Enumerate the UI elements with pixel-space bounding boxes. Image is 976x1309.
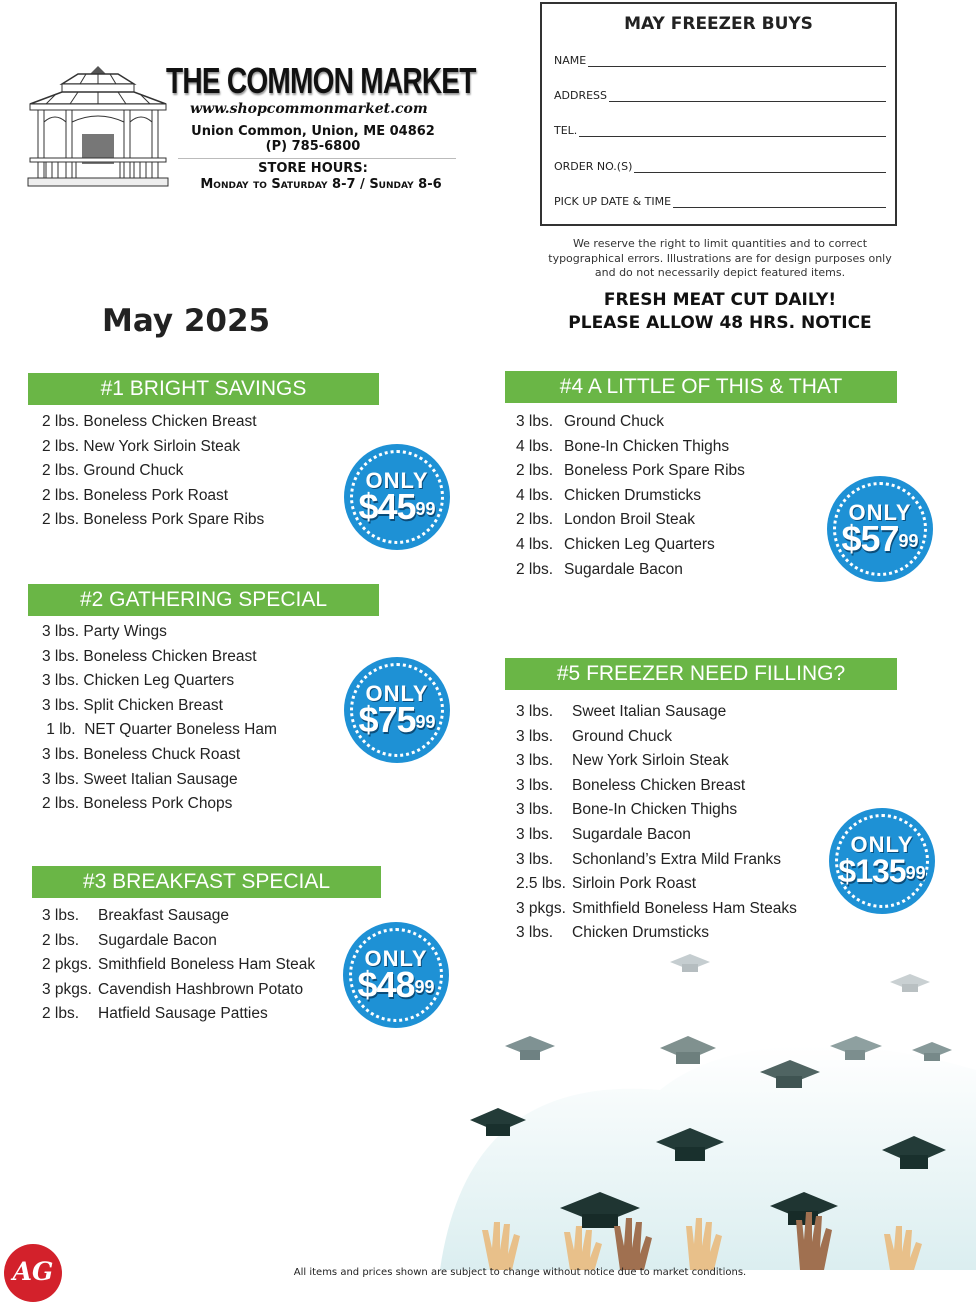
- list-item: 2 lbs. New York Sirloin Steak: [42, 437, 241, 455]
- tel-field-label: TEL.: [554, 124, 578, 137]
- badge-only-label: ONLY: [850, 832, 914, 857]
- list-item: 2 lbs. Boneless Pork Spare Ribs: [42, 511, 265, 529]
- bundle-5-title: #5 FREEZER NEED FILLING?: [505, 658, 897, 690]
- list-item: 3 lbs. Split Chicken Breast: [42, 696, 223, 714]
- disclaimer-text: We reserve the right to limit quantities and to correct typographical errors. Illustrations are for design purposes only and do not necessarily depict featured items.: [548, 237, 892, 279]
- order-number-field[interactable]: [554, 160, 886, 173]
- address-field[interactable]: [554, 89, 886, 102]
- badge-price: $\$57^{99}$: [841, 518, 919, 559]
- list-item: 2 lbs. Boneless Pork Chops: [42, 795, 233, 813]
- header-divider: [178, 158, 456, 159]
- tel-field[interactable]: [554, 124, 886, 137]
- list-item: 2 lbs. Hatfield Sausage Patties: [42, 1005, 268, 1023]
- list-item: 3 lbs. Chicken Leg Quarters: [42, 672, 235, 690]
- pickup-date-field[interactable]: [554, 195, 886, 208]
- store-address: Union Common, Union, ME 04862: [191, 124, 435, 139]
- list-item: 2 lbs. Boneless Chicken Breast: [42, 413, 257, 430]
- list-item: 3 pkgs. Cavendish Hashbrown Potato: [42, 980, 304, 998]
- bundle-4-items: [516, 410, 745, 582]
- bundle-2-title: #2 GATHERING SPECIAL: [28, 584, 379, 616]
- name-field[interactable]: [554, 54, 886, 67]
- list-item: 3 lbs. Boneless Chicken Breast: [42, 647, 257, 665]
- store-website: www.shopcommonmarket.com: [190, 101, 428, 117]
- list-item: 2.5 lbs. Sirloin Pork Roast: [516, 875, 697, 893]
- list-item: 2 lbs. Sugardale Bacon: [42, 931, 217, 949]
- bundle-1-title: #1 BRIGHT SAVINGS: [28, 373, 379, 405]
- list-item: 3 lbs. Schonland’s Extra Mild Franks: [516, 850, 782, 868]
- ag-logo-text: AG: [12, 1257, 54, 1286]
- fresh-notice-line2: PLEASE ALLOW 48 HRS. NOTICE: [568, 313, 872, 333]
- list-item: 3 lbs. Boneless Chicken Breast: [516, 776, 746, 794]
- list-item: 3 lbs. Ground Chuck: [516, 413, 664, 430]
- list-item: 2 lbs. Sugardale Bacon: [516, 560, 683, 578]
- price-badge-bundle-4: [827, 476, 933, 582]
- order-number-field-label: ORDER NO.(S): [554, 160, 633, 173]
- list-item: 3 lbs. Ground Chuck: [516, 727, 672, 745]
- fresh-meat-notice: [520, 289, 920, 335]
- bundle-3-title: #3 BREAKFAST SPECIAL: [32, 866, 381, 898]
- list-item: 3 lbs. Bone-In Chicken Thighs: [516, 801, 738, 819]
- badge-price: $\$45^{99}$: [358, 486, 436, 527]
- badge-price: $\$135^{99}$: [838, 853, 926, 889]
- graduation-caps-illustration: [420, 930, 976, 1270]
- order-form: [540, 2, 897, 226]
- badge-only-label: ONLY: [365, 681, 429, 706]
- month-heading: May 2025: [102, 303, 271, 339]
- list-item: 3 lbs. Breakfast Sausage: [42, 907, 229, 924]
- list-item: 3 lbs. Sweet Italian Sausage: [42, 770, 238, 788]
- address-field-label: ADDRESS: [554, 89, 608, 102]
- list-item: 2 pkgs. Smithfield Boneless Ham Steak: [42, 956, 316, 974]
- bundle-3-items: [42, 904, 315, 1027]
- name-field-label: NAME: [554, 54, 587, 67]
- list-item: 1 lb. NET Quarter Boneless Ham: [42, 721, 277, 739]
- list-item: 4 lbs. Chicken Drumsticks: [516, 486, 701, 504]
- badge-price: $\$75^{99}$: [358, 699, 436, 740]
- badge-only-label: ONLY: [364, 946, 428, 971]
- list-item: 4 lbs. Bone-In Chicken Thighs: [516, 437, 730, 455]
- badge-only-label: ONLY: [848, 500, 912, 525]
- bundle-1-items: [42, 410, 264, 533]
- list-item: 3 pkgs. Smithfield Boneless Ham Steaks: [516, 899, 797, 917]
- footer-note: All items and prices shown are subject to change without notice due to market conditions.: [293, 1267, 747, 1278]
- ag-logo: [4, 1244, 62, 1302]
- store-phone: (P) 785-6800: [265, 139, 361, 154]
- list-item: 3 lbs. Boneless Chuck Roast: [42, 745, 241, 763]
- price-badge-bundle-5: [829, 808, 935, 914]
- gazebo-logo-image: [26, 62, 170, 192]
- list-item: 3 lbs. Chicken Drumsticks: [516, 924, 709, 942]
- store-hours-label: STORE HOURS:: [258, 161, 368, 176]
- fresh-notice-line1: FRESH MEAT CUT DAILY!: [603, 290, 837, 310]
- list-item: 2 lbs. Boneless Pork Spare Ribs: [516, 462, 745, 480]
- list-item: 2 lbs. Boneless Pork Roast: [42, 486, 229, 504]
- store-hours: Monday to Saturday 8-7 / Sunday 8-6: [200, 177, 442, 192]
- badge-price: $\$48^{99}$: [357, 964, 435, 1005]
- order-form-title: MAY FREEZER BUYS: [624, 14, 813, 34]
- list-item: 4 lbs. Chicken Leg Quarters: [516, 535, 715, 553]
- list-item: 3 lbs. Sweet Italian Sausage: [516, 703, 727, 720]
- list-item: 2 lbs. Ground Chuck: [42, 462, 184, 480]
- price-badge-bundle-1: [344, 444, 450, 550]
- badge-only-label: ONLY: [365, 468, 429, 493]
- bundle-4-title: #4 A LITTLE OF THIS & THAT: [505, 371, 897, 403]
- pickup-date-field-label: PICK UP DATE & TIME: [554, 195, 672, 208]
- list-item: 3 lbs. Party Wings: [42, 623, 167, 640]
- list-item: 3 lbs. New York Sirloin Steak: [516, 752, 729, 770]
- store-name: THE COMMON MARKET: [166, 60, 476, 101]
- bundle-2-items: [42, 620, 277, 817]
- list-item: 2 lbs. London Broil Steak: [516, 511, 695, 529]
- list-item: 3 lbs. Sugardale Bacon: [516, 825, 691, 843]
- price-badge-bundle-2: [344, 657, 450, 763]
- bundle-5-items: [516, 700, 797, 946]
